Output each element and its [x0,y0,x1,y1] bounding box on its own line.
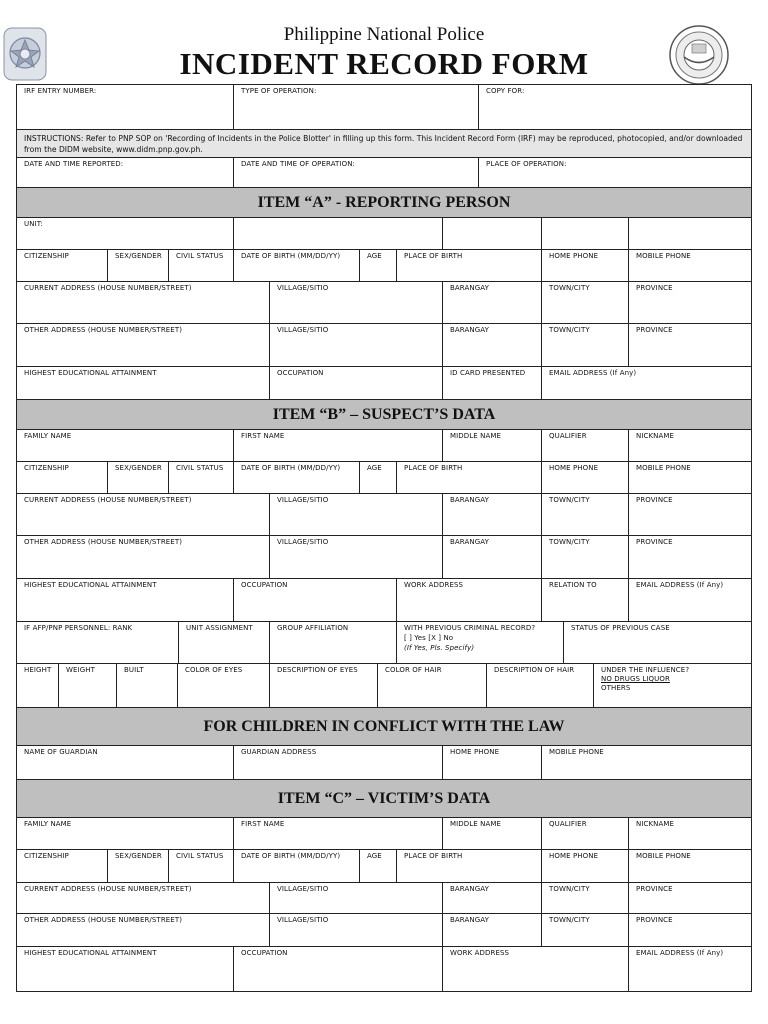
province-field[interactable] [628,324,752,366]
field-label: GROUP AFFILIATION [277,624,349,632]
mobile-phone-field[interactable] [628,462,752,493]
unit-blank-1[interactable] [233,218,442,249]
field-label: ID CARD PRESENTED [450,369,526,377]
civil-status-field[interactable] [168,250,233,281]
field-label: BARANGAY [450,885,489,893]
field-label: BARANGAY [450,284,489,292]
guardian-name-field[interactable] [16,746,233,779]
field-label: CIVIL STATUS [176,252,224,260]
previous-record-options[interactable]: [ ] Yes [X ] No [404,634,454,642]
family-name-field[interactable] [16,818,233,849]
current-address-field[interactable] [16,883,269,913]
field-label: BARANGAY [450,496,489,504]
guardian-row [16,745,752,779]
field-label: WITH PREVIOUS CRIMINAL RECORD? [404,624,536,632]
form-body [16,84,752,992]
unit-blank-3[interactable] [541,218,628,249]
village-field[interactable] [269,914,442,946]
barangay-field[interactable] [442,324,541,366]
field-label: CIVIL STATUS [176,464,224,472]
field-label: OCCUPATION [277,369,324,377]
first-name-field[interactable] [233,818,442,849]
description-eyes-field[interactable] [269,664,377,707]
town-city-field[interactable] [541,494,628,535]
unit-blank-2[interactable] [442,218,541,249]
a-current-address-row [16,281,752,323]
copy-for-field[interactable] [478,85,752,129]
other-address-field[interactable] [16,914,269,946]
field-label: HOME PHONE [549,252,599,260]
field-label: CURRENT ADDRESS (HOUSE NUMBER/STREET) [24,496,192,504]
field-label: TOWN/CITY [549,538,590,546]
field-label: DATE AND TIME REPORTED: [24,160,124,168]
email-field[interactable] [628,947,752,991]
c-citizenship-row [16,849,752,882]
weight-field[interactable] [58,664,116,707]
relation-to-field[interactable] [541,579,628,621]
field-label: PROVINCE [636,284,673,292]
under-influence-field[interactable] [593,664,752,707]
field-label: PLACE OF BIRTH [404,464,463,472]
field-label: VILLAGE/SITIO [277,916,329,924]
qualifier-field[interactable] [541,818,628,849]
field-label: MIDDLE NAME [450,820,502,828]
b-afp-row [16,621,752,663]
dob-field[interactable] [233,850,359,882]
b-other-address-row [16,535,752,578]
field-label: HOME PHONE [549,852,599,860]
field-label: HOME PHONE [450,748,500,756]
b-citizenship-row [16,461,752,493]
unit-row [16,217,752,249]
field-label: QUALIFIER [549,432,587,440]
field-label: HEIGHT [24,666,52,674]
field-label: DESCRIPTION OF EYES [277,666,358,674]
field-label: NAME OF GUARDIAN [24,748,98,756]
place-of-birth-field[interactable] [396,250,541,281]
field-label: PLACE OF BIRTH [404,852,463,860]
field-label: CURRENT ADDRESS (HOUSE NUMBER/STREET) [24,885,192,893]
mobile-phone-field[interactable] [541,746,752,779]
province-field[interactable] [628,494,752,535]
field-label: TOWN/CITY [549,496,590,504]
mobile-phone-field[interactable] [628,850,752,882]
field-label: FAMILY NAME [24,820,72,828]
village-field[interactable] [269,324,442,366]
influence-options[interactable]: NO DRUGS LIQUOR [601,675,670,683]
education-field[interactable] [16,367,269,399]
field-label: STATUS OF PREVIOUS CASE [571,624,670,632]
home-phone-field[interactable] [442,746,541,779]
field-label: DATE OF BIRTH (MM/DD/YY) [241,464,341,472]
citizenship-field[interactable] [16,462,107,493]
barangay-field[interactable] [442,536,541,578]
field-label: HIGHEST EDUCATIONAL ATTAINMENT [24,581,157,589]
group-affiliation-field[interactable] [269,622,396,663]
field-label: VILLAGE/SITIO [277,885,329,893]
home-phone-field[interactable] [541,462,628,493]
middle-name-field[interactable] [442,430,541,461]
section-a-header: ITEM “A” - REPORTING PERSON [16,187,752,217]
citizenship-field[interactable] [16,250,107,281]
field-label: OTHER ADDRESS (HOUSE NUMBER/STREET) [24,326,183,334]
nickname-field[interactable] [628,430,752,461]
field-label: NICKNAME [636,820,675,828]
field-label: OTHER ADDRESS (HOUSE NUMBER/STREET) [24,916,183,924]
field-label: BARANGAY [450,916,489,924]
instructions-text: INSTRUCTIONS: Refer to PNP SOP on 'Recording of Incidents in the Police Blotter' in filling up this form. This Incident Record Form (IRF) may be reproduced, photocopied, and/or downloaded from the DIDM website, www.didm.pnp.gov.ph. [16,129,752,157]
c-current-address-row [16,882,752,913]
field-label: TYPE OF OPERATION: [241,87,317,95]
qualifier-field[interactable] [541,430,628,461]
field-label: FAMILY NAME [24,432,72,440]
other-address-field[interactable] [16,324,269,366]
work-address-field[interactable] [442,947,628,991]
family-name-field[interactable] [16,430,233,461]
color-hair-field[interactable] [377,664,486,707]
occupation-field[interactable] [269,367,442,399]
dob-field[interactable] [233,462,359,493]
section-b-header: ITEM “B” – SUSPECT’S DATA [16,399,752,429]
color-eyes-field[interactable] [177,664,269,707]
field-label: WORK ADDRESS [404,581,464,589]
town-city-field[interactable] [541,282,628,323]
civil-status-field[interactable] [168,850,233,882]
section-c-header: ITEM “C” – VICTIM’S DATA [16,779,752,817]
age-field[interactable] [359,850,396,882]
field-label: MOBILE PHONE [636,252,691,260]
b-name-row [16,429,752,461]
status-previous-case-field[interactable] [563,622,752,663]
field-label: PROVINCE [636,885,673,893]
town-city-field[interactable] [541,324,628,366]
field-label: IRF ENTRY NUMBER: [24,87,97,95]
field-label: PLACE OF BIRTH [404,252,463,260]
field-label: CITIZENSHIP [24,852,69,860]
unit-field[interactable] [16,218,233,249]
place-of-operation-field[interactable] [478,158,752,187]
field-label: NICKNAME [636,432,675,440]
field-label: EMAIL ADDRESS (If Any) [636,949,724,957]
description-hair-field[interactable] [486,664,593,707]
type-of-operation-field[interactable] [233,85,478,129]
field-label: HIGHEST EDUCATIONAL ATTAINMENT [24,369,157,377]
province-field[interactable] [628,536,752,578]
field-label: CURRENT ADDRESS (HOUSE NUMBER/STREET) [24,284,192,292]
id-card-field[interactable] [442,367,541,399]
afp-rank-field[interactable] [16,622,178,663]
field-label: PROVINCE [636,916,673,924]
place-of-birth-field[interactable] [396,462,541,493]
place-of-birth-field[interactable] [396,850,541,882]
village-field[interactable] [269,494,442,535]
field-label: CIVIL STATUS [176,852,224,860]
barangay-field[interactable] [442,282,541,323]
date-time-reported-field[interactable] [16,158,233,187]
field-label: CITIZENSHIP [24,252,69,260]
c-name-row [16,817,752,849]
field-label: DATE OF BIRTH (MM/DD/YY) [241,852,341,860]
occupation-field[interactable] [233,579,396,621]
email-field[interactable] [541,367,752,399]
field-label: QUALIFIER [549,820,587,828]
field-label: SEX/GENDER [115,464,162,472]
previous-record-note: (If Yes, Pls. Specify) [404,644,475,652]
field-label: EMAIL ADDRESS (If Any) [549,369,637,377]
field-label: PROVINCE [636,326,673,334]
field-label: VILLAGE/SITIO [277,326,329,334]
sex-gender-field[interactable] [107,850,168,882]
field-label: GUARDIAN ADDRESS [241,748,317,756]
education-field[interactable] [16,947,233,991]
middle-name-field[interactable] [442,818,541,849]
field-label: MIDDLE NAME [450,432,502,440]
c-education-row [16,946,752,992]
village-field[interactable] [269,282,442,323]
field-label: DATE OF BIRTH (MM/DD/YY) [241,252,341,260]
field-label: HOME PHONE [549,464,599,472]
sex-gender-field[interactable] [107,250,168,281]
agency-name: Philippine National Police [283,24,485,45]
barangay-field[interactable] [442,883,541,913]
field-label: BARANGAY [450,538,489,546]
nickname-field[interactable] [628,818,752,849]
home-phone-field[interactable] [541,850,628,882]
field-label: MOBILE PHONE [636,852,691,860]
b-education-row [16,578,752,621]
current-address-field[interactable] [16,494,269,535]
field-label: BARANGAY [450,326,489,334]
field-label: MOBILE PHONE [549,748,604,756]
field-label: VILLAGE/SITIO [277,496,329,504]
field-label: AGE [367,464,382,472]
field-label: FIRST NAME [241,820,285,828]
province-field[interactable] [628,914,752,946]
field-label: PLACE OF OPERATION: [486,160,567,168]
field-label: TOWN/CITY [549,916,590,924]
field-label: HIGHEST EDUCATIONAL ATTAINMENT [24,949,157,957]
form-title: INCIDENT RECORD FORM [179,46,589,81]
first-name-field[interactable] [233,430,442,461]
unit-blank-4[interactable] [628,218,752,249]
previous-record-field[interactable] [396,622,563,663]
field-label: PROVINCE [636,538,673,546]
village-field[interactable] [269,536,442,578]
province-field[interactable] [628,282,752,323]
home-phone-field[interactable] [541,250,628,281]
field-label: UNIT: [24,220,43,228]
field-label: VILLAGE/SITIO [277,538,329,546]
other-address-field[interactable] [16,536,269,578]
age-field[interactable] [359,250,396,281]
field-label: CITIZENSHIP [24,464,69,472]
c-other-address-row [16,913,752,946]
field-label: FIRST NAME [241,432,285,440]
field-label: PROVINCE [636,496,673,504]
age-field[interactable] [359,462,396,493]
field-label: DESCRIPTION OF HAIR [494,666,575,674]
field-label: OTHER ADDRESS (HOUSE NUMBER/STREET) [24,538,183,546]
field-label: UNIT ASSIGNMENT [186,624,253,632]
sex-gender-field[interactable] [107,462,168,493]
field-label: EMAIL ADDRESS (If Any) [636,581,724,589]
field-label: TOWN/CITY [549,885,590,893]
field-label: COLOR OF HAIR [385,666,442,674]
occupation-field[interactable] [233,947,442,991]
field-label: VILLAGE/SITIO [277,284,329,292]
field-label: BUILT [124,666,144,674]
town-city-field[interactable] [541,914,628,946]
barangay-field[interactable] [442,914,541,946]
a-education-row [16,366,752,399]
field-label: SEX/GENDER [115,252,162,260]
field-label: COPY FOR: [486,87,525,95]
village-field[interactable] [269,883,442,913]
province-field[interactable] [628,883,752,913]
unit-assignment-field[interactable] [178,622,269,663]
top-entry-row [16,84,752,129]
field-label: TOWN/CITY [549,326,590,334]
children-section-header: FOR CHILDREN IN CONFLICT WITH THE LAW [16,707,752,745]
education-field[interactable] [16,579,233,621]
barangay-field[interactable] [442,494,541,535]
field-label: WEIGHT [66,666,95,674]
field-label: AGE [367,852,382,860]
b-physical-row [16,663,752,707]
field-label: WORK ADDRESS [450,949,510,957]
a-other-address-row [16,323,752,366]
town-city-field[interactable] [541,536,628,578]
field-label: MOBILE PHONE [636,464,691,472]
civil-status-field[interactable] [168,462,233,493]
date-time-operation-field[interactable] [233,158,478,187]
field-label: TOWN/CITY [549,284,590,292]
current-address-field[interactable] [16,282,269,323]
field-label: OCCUPATION [241,949,288,957]
field-label: AGE [367,252,382,260]
guardian-address-field[interactable] [233,746,442,779]
field-label: UNDER THE INFLUENCE? [601,666,690,674]
field-label: SEX/GENDER [115,852,162,860]
field-label: COLOR OF EYES [185,666,243,674]
field-label: RELATION TO [549,581,597,589]
dob-field[interactable] [233,250,359,281]
influence-others[interactable]: OTHERS [601,684,631,692]
date-time-row [16,157,752,187]
built-field[interactable] [116,664,177,707]
field-label: DATE AND TIME OF OPERATION: [241,160,355,168]
field-label: IF AFP/PNP PERSONNEL: RANK [24,624,133,632]
email-field[interactable] [628,579,752,621]
field-label: OCCUPATION [241,581,288,589]
height-field[interactable] [16,664,58,707]
work-address-field[interactable] [396,579,541,621]
b-current-address-row [16,493,752,535]
town-city-field[interactable] [541,883,628,913]
irf-entry-number-field[interactable] [16,85,233,129]
mobile-phone-field[interactable] [628,250,752,281]
citizenship-field[interactable] [16,850,107,882]
a-citizenship-row [16,249,752,281]
